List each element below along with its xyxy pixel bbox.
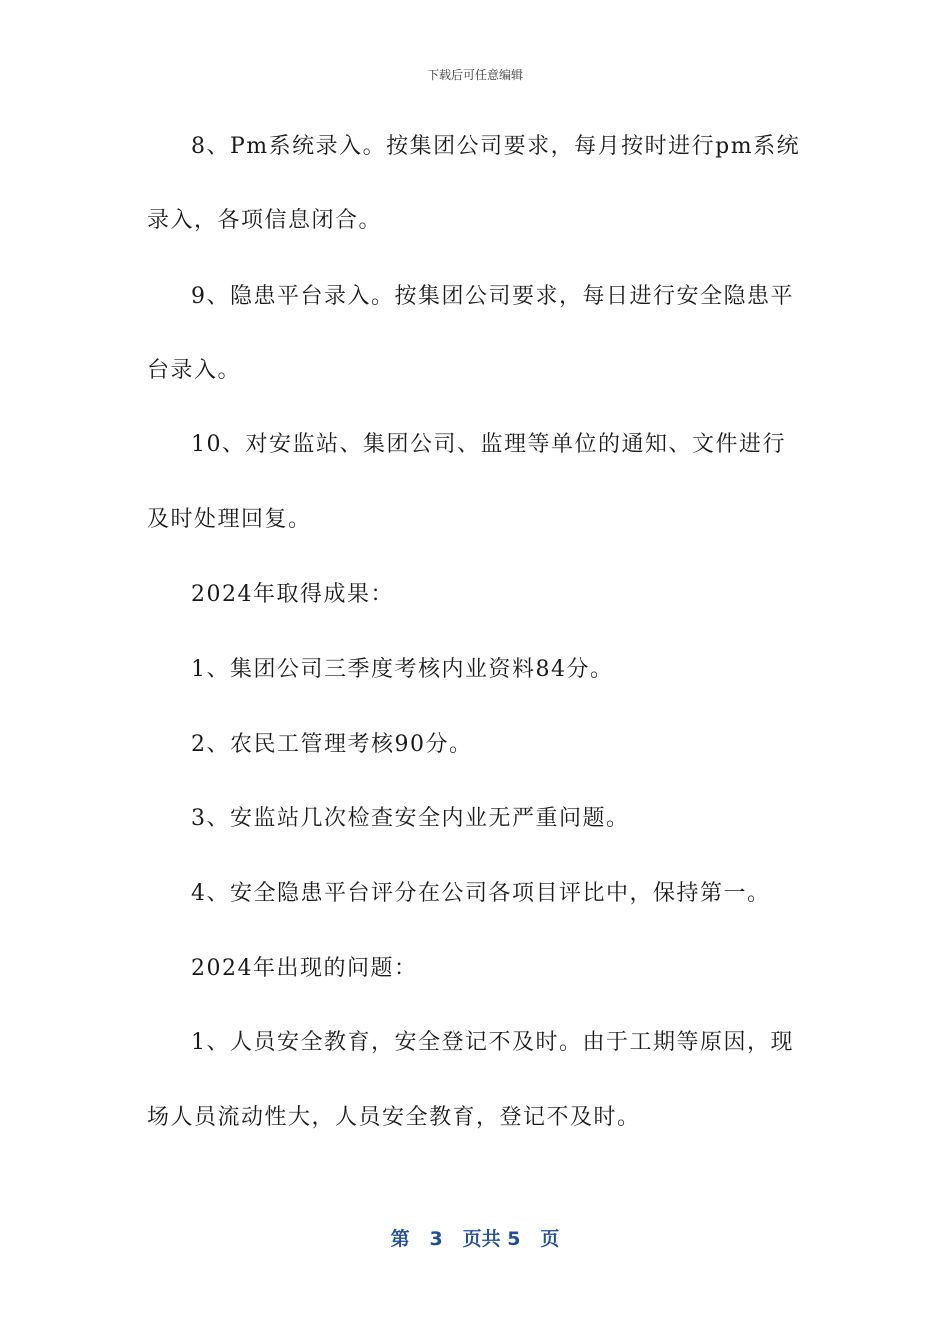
paragraph-9-line-2: 台录入。	[147, 358, 242, 383]
section-heading-problems: 2024年出现的问题：	[191, 956, 418, 981]
footer-suffix: 页	[540, 1228, 560, 1250]
achievement-item-1: 1、集团公司三季度考核内业资料84分。	[191, 657, 614, 682]
page-footer	[0, 1225, 950, 1253]
paragraph-10-line-2: 及时处理回复。	[147, 507, 312, 532]
footer-total-pages: 5	[507, 1228, 521, 1250]
footer-current-page: 3	[429, 1228, 443, 1250]
achievement-item-4: 4、安全隐患平台评分在公司各项目评比中，保持第一。	[191, 881, 771, 906]
problem-item-1-line-2: 场人员流动性大，人员安全教育，登记不及时。	[147, 1105, 641, 1130]
achievement-item-3: 3、安监站几次检查安全内业无严重问题。	[191, 806, 630, 831]
paragraph-10-line-1: 10、对安监站、集团公司、监理等单位的通知、文件进行	[191, 432, 786, 457]
footer-middle: 页共	[462, 1228, 501, 1250]
page-header: 下载后可任意编辑	[426, 68, 523, 82]
problem-item-1-line-1: 1、人员安全教育，安全登记不及时。由于工期等原因，现	[191, 1030, 794, 1055]
paragraph-8-line-2: 录入，各项信息闭合。	[147, 208, 383, 233]
section-heading-achievements: 2024年取得成果：	[191, 582, 394, 607]
achievement-item-2: 2、农民工管理考核90分。	[191, 732, 473, 757]
paragraph-9-line-1: 9、隐患平台录入。按集团公司要求，每日进行安全隐患平	[191, 284, 794, 309]
footer-prefix: 第	[390, 1228, 410, 1250]
paragraph-8-line-1: 8、Pm系统录入。按集团公司要求，每月按时进行pm系统	[191, 134, 801, 159]
